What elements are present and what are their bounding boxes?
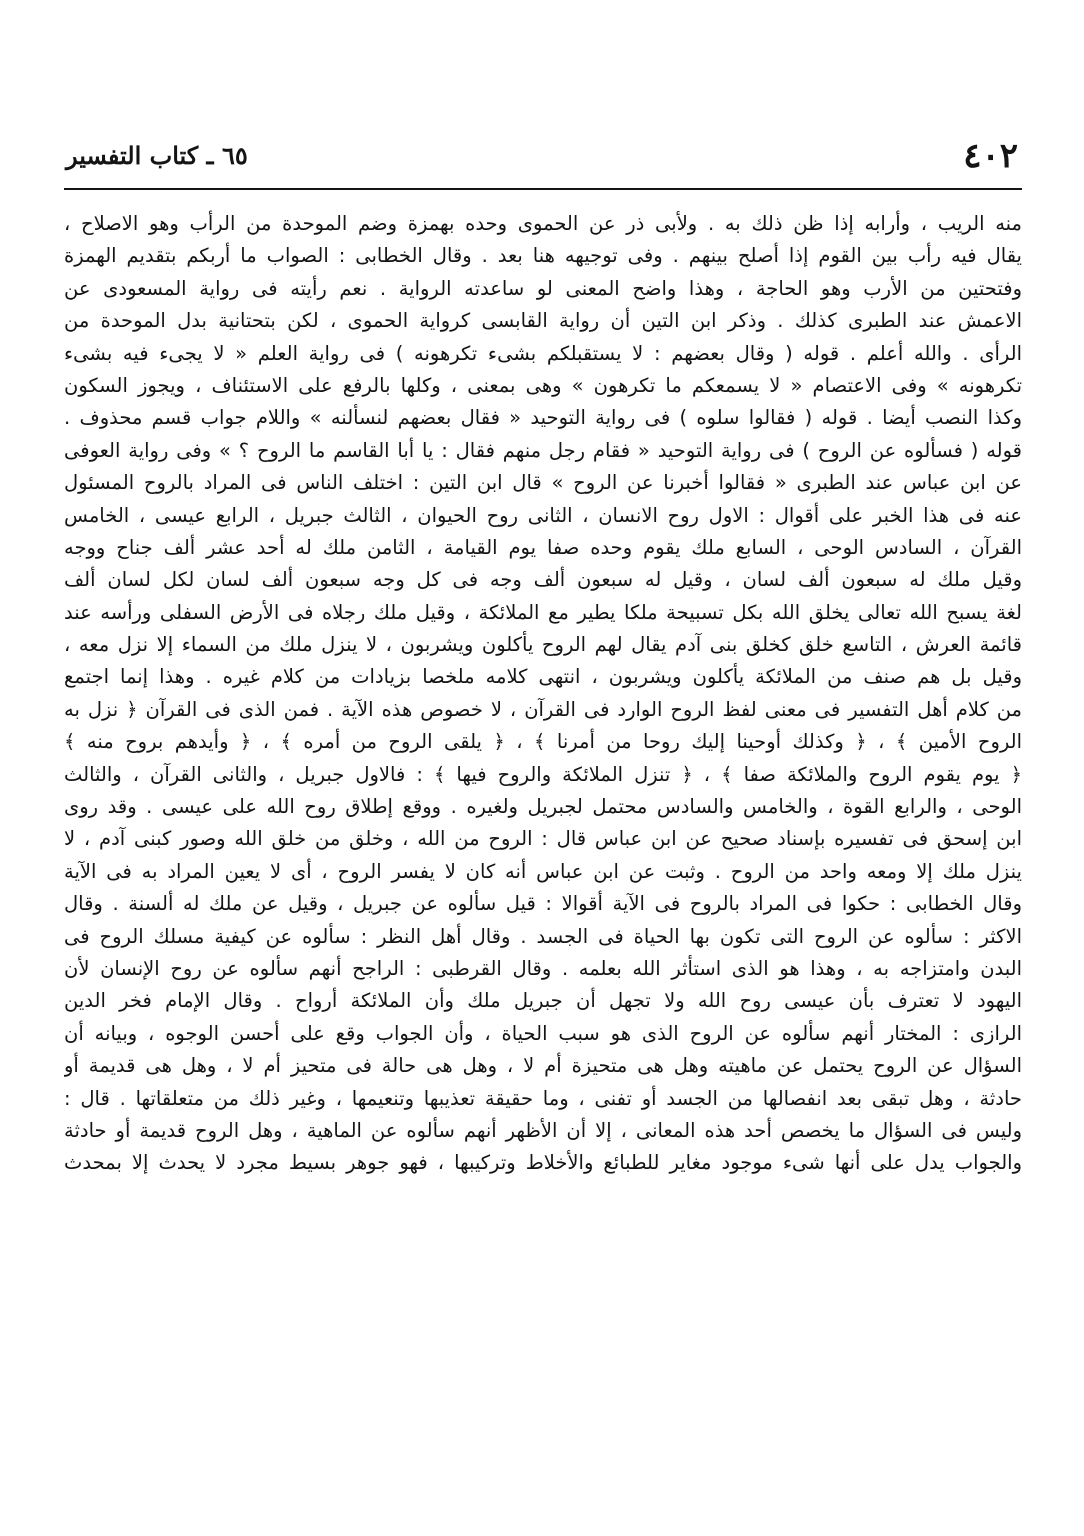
- text-line: وقيل بل هم صنف من الملائكة يأكلون ويشربون ، انتهى كلامه ملخصا بزيادات من كلام غيره . وهذا إنما اجتمع: [64, 665, 1022, 689]
- text-line: يقال فيه رأب بين القوم إذا أصلح بينهم . وفى توجيهه هنا بعد . وقال الخطابى : الصواب ما أربكم بتقديم الهمزة: [64, 244, 1022, 268]
- body-text: [64, 208, 1022, 1180]
- text-line: عنه فى هذا الخبر على أقوال : الاول روح الانسان ، الثانى روح الحيوان ، الثالث جبريل ، الرابع عيسى ، الخامس: [64, 503, 1022, 527]
- text-line: السؤال عن الروح يحتمل عن ماهيته وهل هى متحيزة أم لا ، وهل هى حالة فى متحيز أم لا ، وهل هى قديمة أو: [64, 1054, 1022, 1078]
- text-line: لغة يسبح الله تعالى يخلق الله بكل تسبيحة ملكا يطير مع الملائكة ، وقيل ملك رجلاه فى الأرض السفلى ورأسه عند: [64, 600, 1022, 624]
- text-line: وكذا النصب أيضا . قوله ( فقالوا سلوه ) فى رواية التوحيد « فقال بعضهم لنسألنه » واللام جواب قسم محذوف .: [64, 406, 1022, 430]
- text-line: الروح الأمين ﴾ ، ﴿ وكذلك أوحينا إليك روحا من أمرنا ﴾ ، ﴿ يلقى الروح من أمره ﴾ ، ﴿ وأيدهم بروح منه ﴾: [64, 730, 1022, 754]
- page-header: [62, 132, 1022, 178]
- text-line: وليس فى السؤال ما يخصص أحد هذه المعانى ، إلا أن الأظهر أنهم سألوه عن الماهية ، وهل الروح قديمة أو حادثة: [64, 1118, 1022, 1142]
- text-line: القرآن ، السادس الوحى ، السابع ملك يقوم وحده صفا يوم القيامة ، الثامن ملك له أحد عشر ألف جناح ووجه: [64, 535, 1022, 559]
- header-divider: [64, 188, 1022, 190]
- text-line: من كلام أهل التفسير فى معنى لفظ الروح الوارد فى القرآن ، لا خصوص هذه الآية . فمن الذى فى القرآن ﴿ نزل به: [64, 697, 1022, 721]
- text-line: وفتحتين من الأرب وهو الحاجة ، وهذا واضح المعنى لو ساعدته الرواية . نعم رأيته فى رواية المسعودى عن: [64, 276, 1022, 300]
- text-line: البدن وامتزاجه به ، وهذا هو الذى استأثر الله بعلمه . وقال القرطبى : الراجح أنهم سألوه عن روح الإنسان لأن: [64, 956, 1022, 980]
- text-line: وقيل ملك له سبعون ألف لسان ، وقيل له سبعون ألف وجه فى كل وجه سبعون ألف لسان لكل لسان ألف: [64, 568, 1022, 592]
- text-line: الرازى : المختار أنهم سألوه عن الروح الذى هو سبب الحياة ، وأن الجواب وقع على أحسن الوجوه ، وبيانه أن: [64, 1021, 1022, 1045]
- text-line: الوحى ، والرابع القوة ، والخامس والسادس محتمل لجبريل ولغيره . ووقع إطلاق روح الله على عيسى . وقد روى: [64, 795, 1022, 819]
- text-line: منه الريب ، وأرابه إذا ظن ذلك به . ولأبى ذر عن الحموى وحده بهمزة وضم الموحدة من الرأب وهو الاصلاح ،: [64, 212, 1022, 235]
- text-line: وقال الخطابى : حكوا فى المراد بالروح فى الآية أقوالا : قيل سألوه عن جبريل ، وقيل عن ملك له ألسنة . وقال: [64, 892, 1022, 916]
- text-line: ينزل ملك إلا ومعه واحد من الروح . وثبت عن ابن عباس أنه كان لا يفسر الروح ، أى لا يعين المراد به فى الآية: [64, 859, 1022, 883]
- text-line: قائمة العرش ، التاسع خلق كخلق بنى آدم يقال لهم الروح يأكلون ويشربون ، لا ينزل ملك من السماء إلا نزل معه ،: [64, 633, 1022, 657]
- text-line: اليهود لا تعترف بأن عيسى روح الله ولا تجهل أن جبريل ملك وأن الملائكة أرواح . وقال الإمام فخر الدين: [64, 989, 1022, 1013]
- text-line: والجواب يدل على أنها شىء موجود مغاير للطبائع والأخلاط وتركيبها ، فهو جوهر بسيط مجرد لا يحدث إلا بمحدث: [64, 1151, 1022, 1175]
- page-number: ٤٠٢: [963, 136, 1018, 176]
- text-line: الاكثر : سألوه عن الروح التى تكون بها الحياة فى الجسد . وقال أهل النظر : سألوه عن كيفية مسلك الروح فى: [64, 924, 1022, 948]
- text-line: ابن إسحق فى تفسيره بإسناد صحيح عن ابن عباس قال : الروح من الله ، وخلق من خلق الله وصور كبنى آدم ، لا: [64, 827, 1022, 851]
- chapter-title: ٦٥ ـ كتاب التفسير: [66, 141, 248, 170]
- text-line: قوله ( فسألوه عن الروح ) فى رواية التوحيد « فقام رجل منهم فقال : يا أبا القاسم ما الروح ؟ » وفى رواية العوفى: [64, 438, 1022, 462]
- text-line: تكرهونه » وفى الاعتصام « لا يسمعكم ما تكرهون » وهى بمعنى ، وكلها بالرفع على الاستئناف ، ويجوز السكون: [64, 373, 1022, 397]
- text-line: الاعمش عند الطبرى كذلك . وذكر ابن التين أن رواية القابسى كرواية الحموى ، لكن بتحتانية بدل الموحدة من: [64, 309, 1022, 333]
- text-line: ﴿ يوم يقوم الروح والملائكة صفا ﴾ ، ﴿ تنزل الملائكة والروح فيها ﴾ : فالاول جبريل ، والثانى القرآن ، والثالث: [64, 762, 1022, 786]
- text-line: الرأى . والله أعلم . قوله ( وقال بعضهم : لا يستقبلكم بشىء تكرهونه ) فى رواية العلم « لا يجىء فيه بشىء: [64, 341, 1022, 365]
- text-line: حادثة ، وهل تبقى بعد انفصالها من الجسد أو تفنى ، وما حقيقة تعذيبها وتنعيمها ، وغير ذلك من متعلقاتها . قال :: [64, 1086, 1022, 1110]
- text-line: عن ابن عباس عند الطبرى « فقالوا أخبرنا عن الروح » قال ابن التين : اختلف الناس فى المراد بالروح المسئول: [64, 471, 1022, 495]
